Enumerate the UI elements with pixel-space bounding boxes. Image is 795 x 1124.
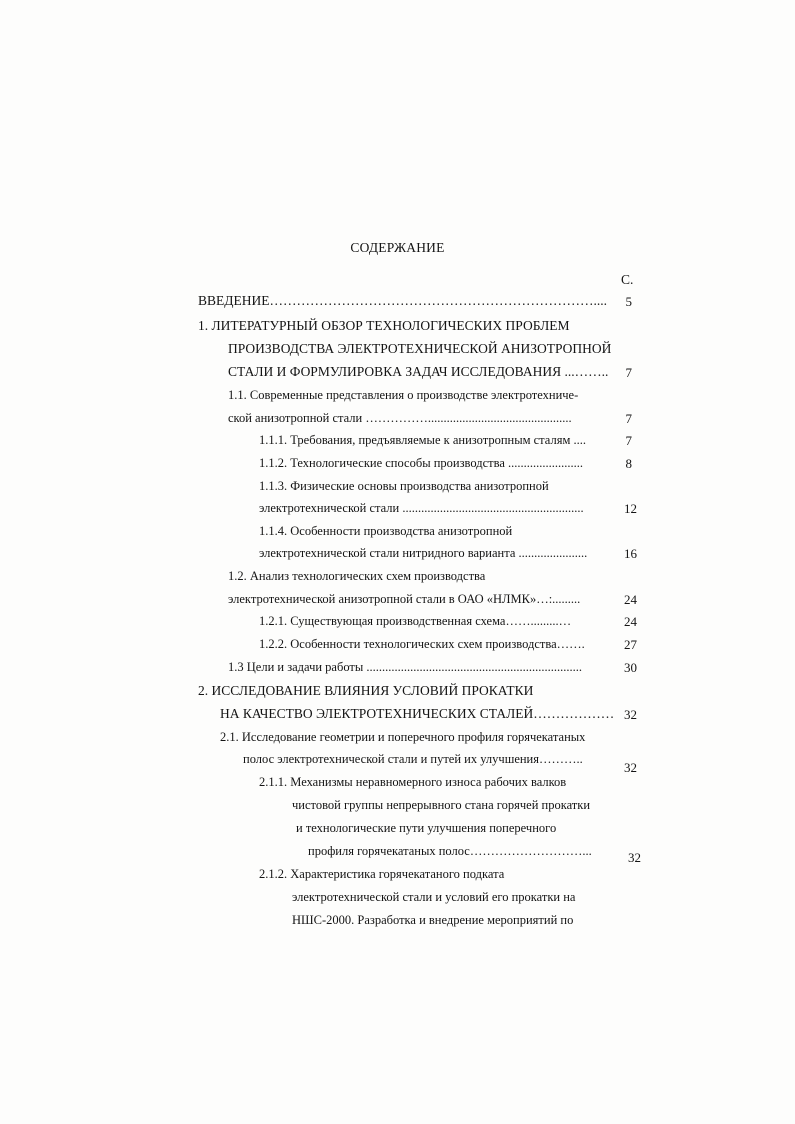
toc-page-number: 5 [625,294,632,309]
toc-page-number: 32 [624,760,637,775]
toc-page-number: 7 [625,433,632,448]
toc-page-number: 27 [624,637,637,652]
toc-entry-1-3: 1.3 Цели и задачи работы ..................................................................... [228,660,583,674]
toc-entry-2-1-1: 2.1.1. Механизмы неравномерного износа рабочих валков [259,775,567,789]
toc-page-number: 24 [624,592,637,607]
toc-entry-chapter-1: 1. ЛИТЕРАТУРНЫЙ ОБЗОР ТЕХНОЛОГИЧЕСКИХ ПРОБЛЕМ [198,318,570,333]
toc-entry-1-2-1: 1.2.1. Существующая производственная схема…….........… [259,614,572,628]
toc-entry-1-2-line2: электротехнической анизотропной стали в ОАО «НЛМК»…:......... [228,592,581,606]
toc-page-number: 30 [624,660,637,675]
toc-entry-2-1-1-line2: чистовой группы непрерывного стана горячей прокатки [292,798,591,812]
toc-page-number: 12 [624,501,637,516]
toc-entry-chapter-2: 2. ИССЛЕДОВАНИЕ ВЛИЯНИЯ УСЛОВИЙ ПРОКАТКИ [198,683,534,698]
toc-page-number: 7 [625,411,632,426]
toc-entry-2-1-1-line3: и технологические пути улучшения поперечного [296,821,557,835]
toc-entry-1-1: 1.1. Современные представления о производстве электротехниче- [228,388,579,402]
toc-entry-introduction: ВВЕДЕНИЕ……………………………………………………………….... [198,293,607,308]
toc-page-number: 32 [628,850,641,865]
toc-entry-2-1: 2.1. Исследование геометрии и поперечного профиля горячекатаных [220,730,586,744]
toc-entry-2-1-line2: полос электротехнической стали и путей их улучшения……….. [243,752,583,766]
toc-entry-1-2: 1.2. Анализ технологических схем производства [228,569,486,583]
toc-entry-chapter-2-line2: НА КАЧЕСТВО ЭЛЕКТРОТЕХНИЧЕСКИХ СТАЛЕЙ……………… [220,706,615,721]
toc-entry-2-1-1-line4: профиля горячекатаных полос………………………... [308,844,592,858]
toc-entry-1-1-3: 1.1.3. Физические основы производства анизотропной [259,479,549,493]
page-column-label: С. [621,272,634,287]
toc-entry-1-2-2: 1.2.2. Особенности технологических схем производства……. [259,637,585,651]
toc-page-number: 32 [624,707,637,722]
toc-entry-1-1-1: 1.1.1. Требования, предъявляемые к анизотропным сталям .... [259,433,586,447]
toc-entry-2-1-2-line3: НШС-2000. Разработка и внедрение мероприятий по [292,913,574,927]
toc-entry-2-1-2-line2: электротехнической стали и условий его прокатки на [292,890,576,904]
page-title: СОДЕРЖАНИЕ [350,240,445,255]
toc-page-number: 16 [624,546,637,561]
toc-entry-chapter-1-line3: СТАЛИ И ФОРМУЛИРОВКА ЗАДАЧ ИССЛЕДОВАНИЯ ...…….. [228,364,609,379]
toc-page-number: 24 [624,614,637,629]
toc-entry-2-1-2: 2.1.2. Характеристика горячекатаного подката [259,867,505,881]
toc-entry-1-1-line2: ской анизотропной стали …………….............................................. [228,411,572,425]
toc-entry-1-1-4: 1.1.4. Особенности производства анизотропной [259,524,513,538]
toc-entry-1-1-3-line2: электротехнической стали .......................................................... [259,501,584,515]
toc-page-number: 8 [625,456,632,471]
toc-page-number: 7 [625,365,632,380]
toc-entry-1-1-4-line2: электротехнической стали нитридного варианта ...................... [259,546,588,560]
toc-entry-1-1-2: 1.1.2. Технологические способы производства ........................ [259,456,584,470]
toc-entry-chapter-1-line2: ПРОИЗВОДСТВА ЭЛЕКТРОТЕХНИЧЕСКОЙ АНИЗОТРОПНОЙ [228,341,612,356]
